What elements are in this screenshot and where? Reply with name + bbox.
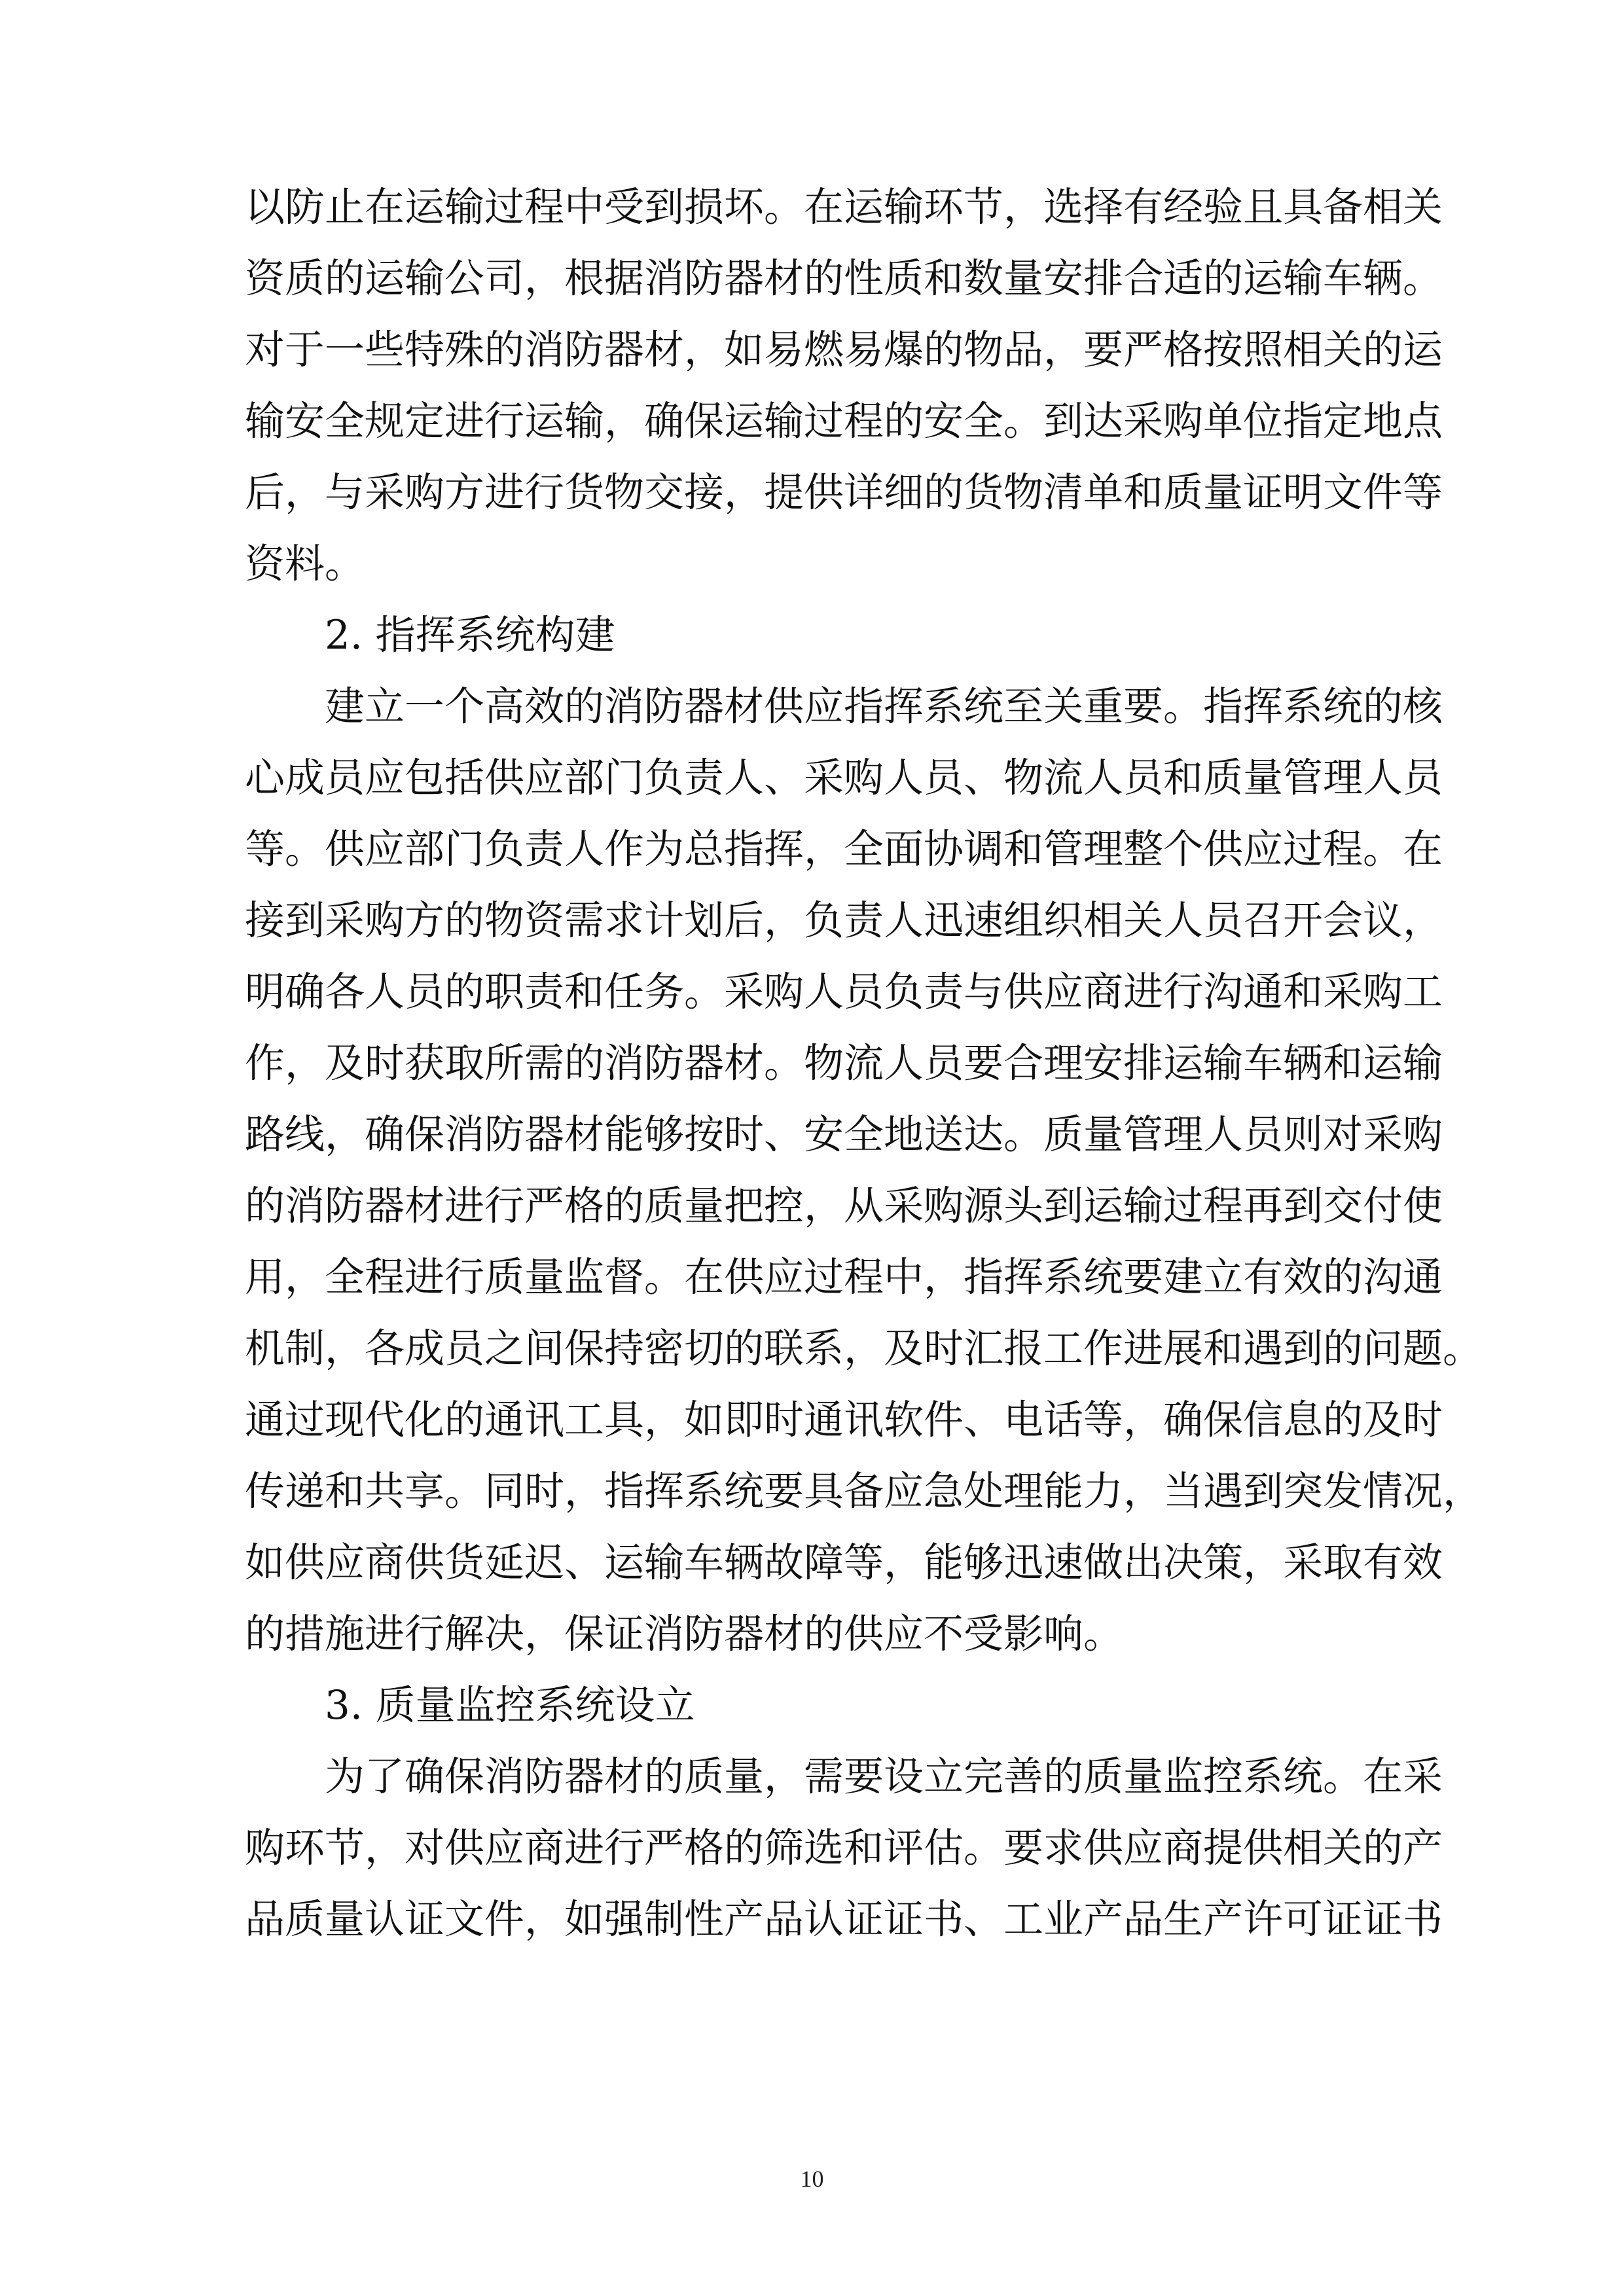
text-line: 为了确保消防器材的质量，需要设立完善的质量监控系统。在采 bbox=[325, 1753, 1443, 1800]
text-line: 资料。 bbox=[245, 541, 365, 587]
text-line: 机制，各成员之间保持密切的联系，及时汇报工作进展和遇到的问题。 bbox=[245, 1325, 1483, 1372]
text-line: 通过现代化的通讯工具，如即时通讯软件、电话等，确保信息的及时 bbox=[245, 1397, 1443, 1443]
text-line: 输安全规定进行运输，确保运输过程的安全。到达采购单位指定地点 bbox=[245, 398, 1443, 444]
text-line: 的消防器材进行严格的质量把控，从采购源头到运输过程再到交付使 bbox=[245, 1183, 1443, 1229]
section-heading: 2. 指挥系统构建 bbox=[325, 612, 615, 658]
text-line: 路线，确保消防器材能够按时、安全地送达。质量管理人员则对采购 bbox=[245, 1111, 1443, 1158]
page-number: 10 bbox=[800, 2166, 824, 2192]
text-line: 等。供应部门负责人作为总指挥，全面协调和管理整个供应过程。在 bbox=[245, 826, 1443, 872]
text-line: 对于一些特殊的消防器材，如易燃易爆的物品，要严格按照相关的运 bbox=[245, 327, 1443, 373]
text-line: 用，全程进行质量监督。在供应过程中，指挥系统要建立有效的沟通 bbox=[245, 1254, 1443, 1300]
section-heading: 3. 质量监控系统设立 bbox=[325, 1682, 695, 1729]
text-line: 后，与采购方进行货物交接，提供详细的货物清单和质量证明文件等 bbox=[245, 469, 1443, 516]
text-line: 传递和共享。同时，指挥系统要具备应急处理能力，当遇到突发情况， bbox=[245, 1468, 1483, 1515]
text-line: 资质的运输公司，根据消防器材的性质和数量安排合适的运输车辆。 bbox=[245, 255, 1443, 302]
text-line: 品质量认证文件，如强制性产品认证证书、工业产品生产许可证证书 bbox=[245, 1896, 1443, 1943]
text-line: 如供应商供货延迟、运输车辆故障等，能够迅速做出决策，采取有效 bbox=[245, 1539, 1443, 1586]
text-line: 作，及时获取所需的消防器材。物流人员要合理安排运输车辆和运输 bbox=[245, 1040, 1443, 1086]
text-line: 接到采购方的物资需求计划后，负责人迅速组织相关人员召开会议， bbox=[245, 897, 1443, 944]
text-line: 心成员应包括供应部门负责人、采购人员、物流人员和质量管理人员 bbox=[245, 755, 1443, 801]
text-line: 购环节，对供应商进行严格的筛选和评估。要求供应商提供相关的产 bbox=[245, 1825, 1443, 1871]
text-line: 建立一个高效的消防器材供应指挥系统至关重要。指挥系统的核 bbox=[325, 683, 1443, 730]
body-text bbox=[245, 171, 1483, 1955]
text-line: 明确各人员的职责和任务。采购人员负责与供应商进行沟通和采购工 bbox=[245, 969, 1443, 1015]
text-line: 的措施进行解决，保证消防器材的供应不受影响。 bbox=[245, 1611, 1124, 1657]
text-line: 以防止在运输过程中受到损坏。在运输环节，选择有经验且具备相关 bbox=[245, 184, 1443, 230]
